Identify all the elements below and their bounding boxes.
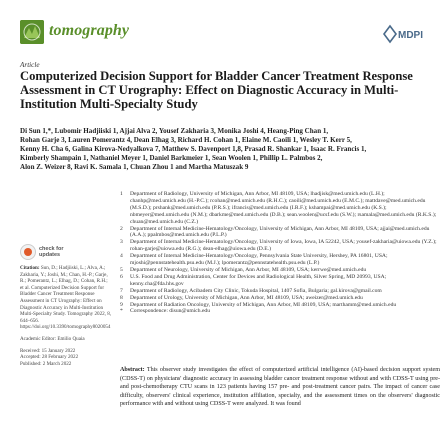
- affiliation-item: 5 Department of Neurology, University of Michigan, Ann Arbor, MI 48109, USA; kerrwe@med.umich.edu: [120, 266, 367, 273]
- author-line: Kimberly Shampain 1, Nathaniel Meyer 1, Daniel Barkmeier 1, Sean Woolen 1, Phillip L. Palmbos 2,: [20, 154, 323, 163]
- paper-title: Computerized Decision Support for Bladder Cancer Treatment Response Assessment in CT Urography: Effect on Diagnostic Accuracy in Multi-Institution Multi-Specialty Study: [20, 69, 413, 112]
- abstract-label: Abstract:: [120, 367, 145, 373]
- article-type: Article: [20, 61, 40, 69]
- affiliation-item: 4 Department of Internal Medicine-Hematology/Oncology, Pennsylvania State University, Hershey, PA 16801, USA; mjoshi@pennstatehealth.psu.edu (M.J.); lpomerantz@pennstatehealth.psu.edu (L.P.): [120, 253, 388, 267]
- affiliation-item: 1 Department of Radiology, University of Michigan, Ann Arbor, MI 48109, USA; lhadjisk@med.umich.edu (L.H.); chanhp@med.umich.edu (H.-P.C.); rcohan@med.umich.edu (R.H.C.); caoili@med.umich.edu (E.M.C.); mattdave@med.umich.edu (M.S.D.); prshank@med.umich.edu (P.R.S.); ifrancis@med.umich.edu (I.R.F.); kshampai@med.umich.edu (K.S.); nbmeyer@med.umich.edu (N.M.); dbarkme@med.umich.edu (D.B.); sean.woolen@ucsf.edu (S.W.); rsamala@med.umich.edu (R.K.S.); chuan@med.umich.edu (C.Z.): [120, 191, 437, 225]
- received-date: Received: 15 January 2022: [20, 347, 76, 354]
- mdpi-logo-icon: [382, 22, 428, 46]
- affiliation-item: 6 U.S. Food and Drug Administration, Center for Devices and Radiological Health, Silver Spring, MD 20993, USA; kenny.cha@fda.hhs.gov: [120, 273, 387, 287]
- author-line: Alon Z. Weizer 8, Ravi K. Samala 1, Chuan Zhou 1 and Martha Matuszak 9: [20, 163, 249, 172]
- affiliations: [120, 191, 440, 315]
- journal-name: tomography: [49, 22, 130, 39]
- correspondence: * Correspondence: disun@umich.edu: [120, 308, 211, 315]
- affiliation-item: 9 Department of Radiation Oncology, University of Michigan, Ann Arbor, MI 48109, USA; marthamm@med.umich.edu: [120, 301, 397, 308]
- affiliation-item: 2 Department of Internal Medicine-Hematology/Oncology, University of Michigan, Ann Arbor, MI 48109, USA; ajjai@med.umich.edu (A.A.); ppalmbos@med.umich.edu (P.L.P.): [120, 225, 430, 239]
- published-date: Published: 2 March 2022: [20, 360, 72, 367]
- affiliation-item: 8 Department of Urology, University of Michigan, Ann Arbor, MI 48109, USA; aweizer@med.umich.edu: [120, 294, 363, 301]
- publisher-name: MDPI: [398, 30, 423, 41]
- citation: Citation: Sun, D.; Hadjiiski, L.; Alva, A.; Zakharia, Y.; Joshi, M.; Chan, H.-P.; Garje, R.; Pomerantz, L.; Elhag, D.; Cohan, R.H.; et al. Computerized Decision Support for Bladder Cancer Treatment Response Assessment in CT Urography: Effect on Diagnostic Accuracy in Multi-Institution Multi-Specialty Study. Tomography 2022, 8, 644–656. https://doi.org/10.3390/tomography8020054: [20, 265, 112, 331]
- journal-header: [20, 20, 430, 54]
- affiliation-item: 7 Department of Radiology, Acibadem City Clinic, Tokuda Hospital, 1407 Sofia, Bulgaria; gal.kirova@gmail.com: [120, 287, 382, 294]
- author-line: Rohan Garje 3, Lauren Pomerantz 4, Dean Elhag 3, Richard H. Cohan 1, Elaine M. Caoili 1, Wesley T. Kerr 5,: [20, 136, 352, 145]
- author-line: Di Sun 1,*, Lubomir Hadjiiski 1, Ajjai Alva 2, Yousef Zakharia 3, Monika Joshi 4, Heang-Ping Chan 1,: [20, 127, 329, 135]
- abstract: [120, 366, 440, 409]
- affiliation-item: 3 Department of Internal Medicine-Hematology/Oncology, University of Iowa, Iowa, IA 52242, USA; yousef-zakharia@uiowa.edu (Y.Z.); rohan-garje@uiowa.edu (R.G.); dean-elhag@uiowa.edu (D.E.): [120, 239, 437, 253]
- check-updates-icon: [20, 244, 36, 260]
- article-sidebar: [20, 244, 112, 367]
- author-list: [20, 127, 440, 172]
- author-line: Kenny H. Cha 6, Galina Kirova-Nedyalkova 7, Matthew S. Davenport 1,8, Prasad R. Shankar 1, Isaac R. Francis 1,: [20, 145, 367, 154]
- academic-editor: Academic Editor: Emilio Quaia: [20, 335, 85, 342]
- tomography-logo-icon: [20, 20, 44, 44]
- accepted-date: Accepted: 28 February 2022: [20, 354, 79, 361]
- check-for-updates-button[interactable]: check for updates: [20, 244, 112, 260]
- abstract-text: This observer study investigates the effect of computerized artificial intelligence (AI)-based decision support system (CDSS-T) on physicians' diagnostic accuracy in assessing bladder cancer treatment response without and with CDSS-T using pre- and post-chemotherapy CTU scans in 123 patients having 157 pre- and post-treatment cancer pairs. The impact of cancer case difficulty, observers' clinical experience, institution affiliation, specialty, and the assessment times on the observers' diagnostic performance with and without using CDSS-T were analyzed. It was found: [120, 367, 440, 408]
